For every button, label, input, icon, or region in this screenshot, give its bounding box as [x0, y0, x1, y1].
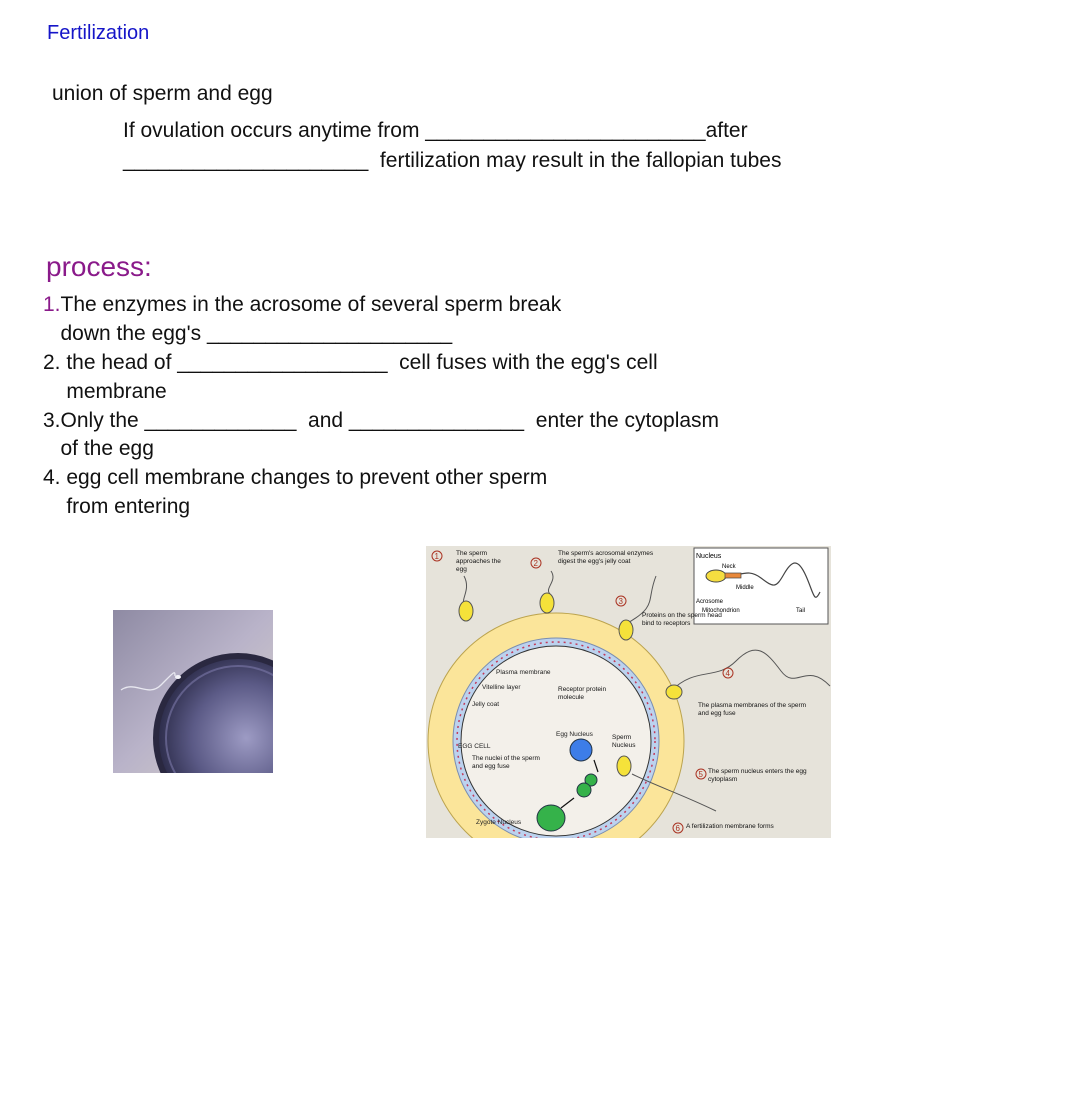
- ovulation-line-1: If ovulation occurs anytime from ________________________after: [123, 119, 748, 142]
- jelly-coat-label: Jelly coat: [472, 701, 500, 708]
- egg-cell-label: EGG CELL: [458, 743, 491, 750]
- egg-nucleus-label: Egg Nucleus: [556, 731, 593, 738]
- caption-6: A fertilization membrane forms: [686, 823, 774, 830]
- inset-mitochondrion-label: Mitochondrion: [702, 608, 740, 614]
- inset-tail-label: Tail: [796, 608, 806, 614]
- sperm-nucleus-label: Sperm Nucleus: [612, 734, 636, 749]
- step-4-line-1: 4. egg cell membrane changes to prevent other sperm: [43, 466, 548, 489]
- inset-middle-label: Middle: [736, 585, 754, 591]
- step-number-1: 1: [434, 552, 439, 561]
- step-number-4: 4: [725, 669, 730, 678]
- step-3-line-1: 3.Only the _____________ and _______________ enter the cytoplasm: [43, 409, 720, 432]
- step-1-line-2: down the egg's _____________________: [43, 322, 453, 345]
- inset-acrosome-label: Acrosome: [696, 599, 724, 605]
- process-label: process:: [46, 251, 152, 282]
- zygote-nucleus-label: Zygote Nucleus: [476, 819, 522, 826]
- step-1-line-1: [43, 293, 561, 317]
- vitelline-layer-label: Vitelline layer: [482, 684, 521, 691]
- caption-2: The sperm's acrosomal enzymes digest the egg's jelly coat: [558, 550, 654, 565]
- caption-4: The plasma membranes of the sperm and egg fuse: [698, 702, 807, 717]
- step-1-number: 1.: [43, 293, 61, 316]
- ovulation-line-2: _____________________ fertilization may result in the fallopian tubes: [123, 149, 782, 172]
- caption-5: The sperm nucleus enters the egg cytoplasm: [708, 768, 807, 783]
- step-4-line-2: from entering: [43, 495, 191, 518]
- step-2-line-2: membrane: [43, 380, 167, 403]
- fertilization-diagram: [426, 546, 831, 838]
- receptor-label: Receptor protein molecule: [558, 686, 607, 701]
- plasma-membrane-label: Plasma membrane: [496, 669, 551, 676]
- step-number-5: 5: [698, 770, 703, 779]
- step-number-6: 6: [675, 824, 680, 833]
- egg-nucleus: [570, 739, 592, 761]
- inset-nucleus-label: Nucleus: [696, 553, 722, 560]
- step-number-2: 2: [533, 559, 538, 568]
- nuclei-fuse-label: The nuclei of the sperm and egg fuse: [472, 755, 540, 770]
- caption-1: The sperm approaches the egg: [456, 550, 501, 573]
- step-number-3: 3: [618, 597, 623, 606]
- step-1-text: The enzymes in the acrosome of several sperm break: [60, 293, 562, 316]
- zygote-nucleus: [537, 805, 565, 831]
- heading: Fertilization: [47, 22, 150, 44]
- inset-neck-label: Neck: [722, 564, 736, 570]
- definition: union of sperm and egg: [52, 82, 273, 105]
- caption-3: Proteins on the sperm head bind to receptors: [642, 612, 722, 627]
- step-3-line-2: of the egg: [43, 437, 154, 460]
- sperm-egg-photo: [113, 610, 273, 773]
- step-2-line-1: 2. the head of __________________ cell fuses with the egg's cell: [43, 351, 658, 374]
